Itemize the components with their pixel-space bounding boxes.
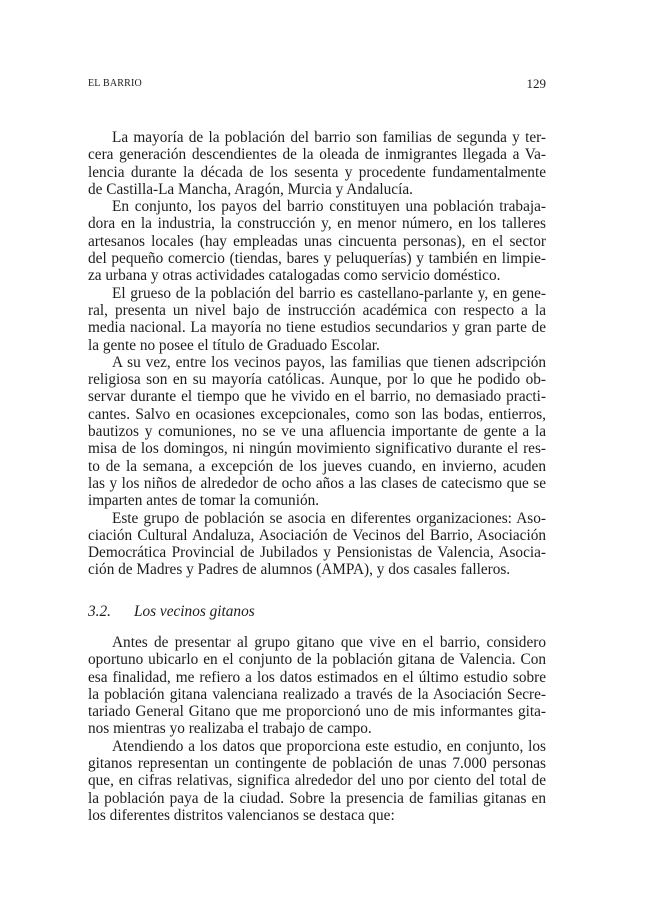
text-line: A su vez, entre los vecinos payos, las familias que tienen adscripción bbox=[112, 353, 546, 371]
text-line: ciación Cultural Andaluza, Asociación de Vecinos del Barrio, Asociación bbox=[88, 526, 546, 544]
text-line: gitanos representan un contingente de población de unas 7.000 personas bbox=[88, 755, 546, 773]
text-line: tariado General Gitano que me proporcionó uno de mis informantes gita- bbox=[88, 703, 546, 721]
text-line: que, en cifras relativas, significa alrededor del uno por ciento del total de bbox=[88, 772, 546, 790]
text-line: esa finalidad, me refiero a los datos estimados en el último estudio sobre bbox=[88, 668, 546, 686]
text-line: oportuno ubicarlo en el conjunto de la población gitana de Valencia. Con bbox=[88, 651, 546, 669]
text-line: media nacional. La mayoría no tiene estudios secundarios y gran parte de bbox=[88, 319, 546, 337]
paragraph bbox=[88, 354, 546, 510]
paragraph bbox=[88, 510, 546, 579]
text-line: to de la semana, a excepción de los jueves cuando, en invierno, acuden bbox=[88, 457, 546, 475]
text-line: lencia durante la década de los sesenta y procedente fundamentalmente bbox=[88, 163, 546, 181]
text-line: la población gitana valenciana realizado a través de la Asociación Secre- bbox=[88, 685, 546, 703]
text-line: za urbana y otras actividades catalogadas como servicio doméstico. bbox=[88, 267, 501, 285]
text-line: nos mientras yo realizaba el trabajo de campo. bbox=[88, 720, 372, 738]
text-line: En conjunto, los payos del barrio constituyen una población trabaja- bbox=[112, 198, 546, 216]
text-line: imparten antes de tomar la comunión. bbox=[88, 492, 320, 510]
text-line: de Castilla-La Mancha, Aragón, Murcia y Andalucía. bbox=[88, 180, 413, 198]
text-line: La mayoría de la población del barrio son familias de segunda y ter- bbox=[112, 129, 546, 146]
text-line: Antes de presentar al grupo gitano que vive en el barrio, considero bbox=[112, 634, 546, 651]
text-line: del pequeño comercio (tiendas, bares y peluquerías) y también en limpie- bbox=[88, 250, 546, 268]
section-title: Los vecinos gitanos bbox=[134, 603, 255, 620]
page-number: 129 bbox=[526, 76, 546, 91]
paragraph bbox=[88, 738, 546, 824]
paragraph bbox=[88, 129, 546, 198]
text-line: religiosa son en su mayoría católicas. Aunque, por lo que he podido ob- bbox=[88, 371, 546, 389]
text-line: bautizos y comuniones, no se ve una afluencia importante de gente a la bbox=[88, 423, 546, 441]
text-line: Democrática Provincial de Jubilados y Pensionistas de Valencia, Asocia- bbox=[88, 544, 546, 562]
paragraph bbox=[88, 285, 546, 354]
text-line: El grueso de la población del barrio es castellano-parlante y, en gene- bbox=[112, 284, 546, 302]
text-line: dora en la industria, la construcción y, en menor número, en los talleres bbox=[88, 215, 546, 233]
text-line: Este grupo de población se asocia en diferentes organizaciones: Aso- bbox=[112, 509, 546, 527]
body-text-section-1 bbox=[88, 129, 546, 579]
text-line: la población paya de la ciudad. Sobre la presencia de familias gitanas en bbox=[88, 789, 546, 807]
text-line: las y los niños de alrededor de ocho años a las clases de catecismo que se bbox=[88, 474, 546, 492]
body-text-section-2 bbox=[88, 634, 546, 824]
text-line: ción de Madres y Padres de alumnos (AMPA), y dos casales falleros. bbox=[88, 561, 511, 579]
text-line: la gente no posee el título de Graduado Escolar. bbox=[88, 336, 380, 354]
section-heading bbox=[88, 603, 255, 621]
text-line: ral, presenta un nivel bajo de instrucción académica con respecto a la bbox=[88, 301, 546, 319]
text-line: cera generación descendientes de la oleada de inmigrantes llegada a Va- bbox=[88, 146, 546, 164]
paragraph bbox=[88, 634, 546, 738]
text-line: misa de los domingos, ni ningún movimiento significativo durante el res- bbox=[88, 440, 546, 458]
text-line: Atendiendo a los datos que proporciona este estudio, en conjunto, los bbox=[112, 737, 546, 755]
text-line: cantes. Salvo en ocasiones excepcionales, como son las bodas, entierros, bbox=[88, 405, 546, 423]
paragraph bbox=[88, 198, 546, 284]
text-line: los diferentes distritos valencianos se destaca que: bbox=[88, 806, 395, 824]
section-number: 3.2. bbox=[88, 603, 111, 620]
running-head: EL BARRIO bbox=[88, 78, 142, 89]
text-line: servar durante el tiempo que he vivido en el barrio, no demasiado practi- bbox=[88, 388, 546, 406]
text-line: artesanos locales (hay empleadas unas cincuenta personas), en el sector bbox=[88, 232, 546, 250]
